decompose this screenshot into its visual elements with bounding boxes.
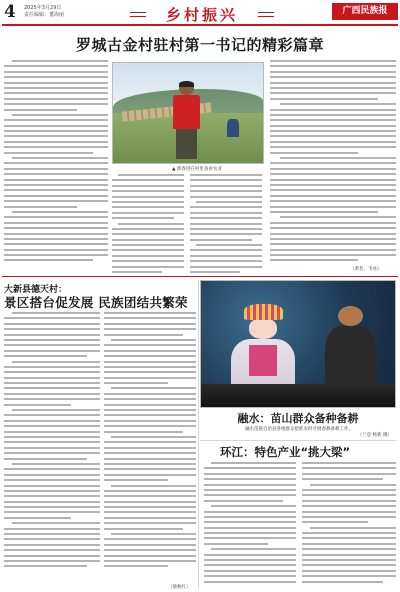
section-divider	[2, 276, 398, 277]
lead-byline: （黄若、韦亮）	[350, 267, 382, 272]
editor-line: 责任编辑：董海丽	[24, 12, 65, 18]
masthead	[2, 2, 398, 26]
issue-date: 2025年3月29日	[24, 5, 62, 11]
section-title: 乡村振兴	[165, 6, 238, 24]
article2-column-2	[104, 312, 196, 571]
page-number: 4	[4, 2, 16, 22]
article3-column-2	[302, 462, 396, 586]
opera-photo	[200, 280, 396, 408]
column-divider	[198, 280, 199, 588]
article2-headline: 景区搭台促发展 民族团结共繁荣	[4, 295, 188, 310]
title-ornament-right	[258, 12, 274, 17]
photo-story-title: 融水：苗山群众备种备耕	[237, 412, 359, 425]
lead-column-1	[4, 60, 108, 265]
lead-column-2	[112, 174, 184, 276]
paper-name-badge: 广西民族报	[332, 3, 398, 20]
article3-headline: 环江：特色产业“挑大梁”	[220, 445, 351, 459]
lead-headline: 罗城古金村驻村第一书记的精彩篇章	[75, 36, 324, 54]
photo-story-caption: 融水苗族自治县各地群众抢抓农时开展春耕备耕工作。	[245, 427, 353, 432]
article2-byline: （梁秋红）	[168, 585, 191, 590]
article3-column-1	[204, 462, 296, 586]
lead-column-4	[270, 60, 396, 265]
photo-story-caption-block	[206, 426, 392, 438]
lead-photo	[112, 62, 264, 164]
article2-column-1	[4, 312, 100, 571]
photo-story-divider	[200, 440, 396, 441]
secretary-figure	[170, 81, 203, 159]
issue-meta	[24, 5, 64, 19]
lead-photo-caption: ▲ 郭春进在村里查看农业	[172, 167, 222, 172]
photo-story-credit: （兰登 杨新 摄）	[357, 433, 392, 438]
article2-kicker: 大新县德天村：	[4, 285, 68, 295]
lead-column-3	[190, 174, 262, 276]
